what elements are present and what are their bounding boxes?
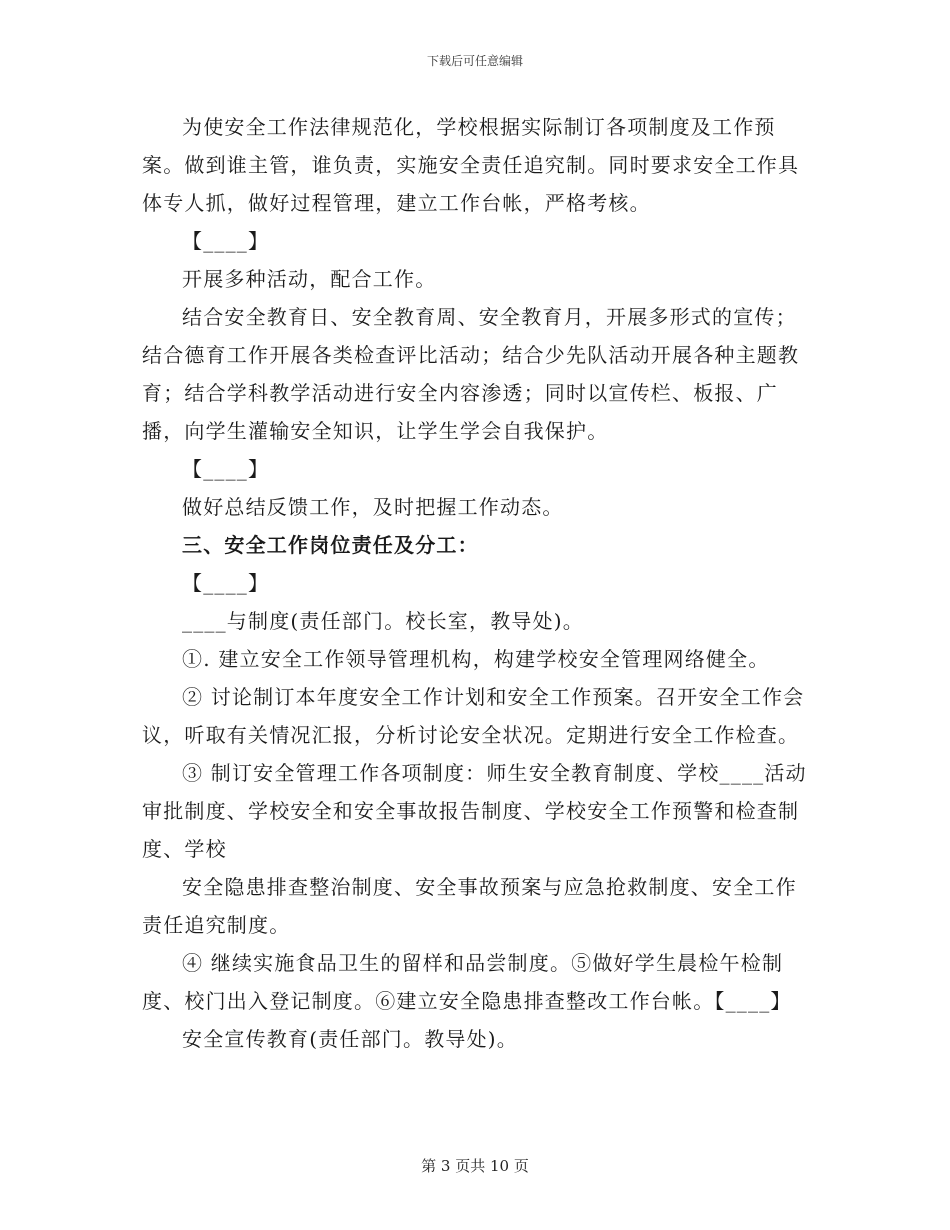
list-item-4-6: ④ 继续实施食品卫生的留样和品尝制度。⑤做好学生晨检午检制度、校门出入登记制度。⑥建立安全隐患排查整改工作台帐。【____】 (142, 951, 792, 1013)
list-item-2: ② 讨论制订本年度安全工作计划和安全工作预案。召开安全工作会议，听取有关情况汇报，分析讨论安全状况。定期进行安全工作检查。 (142, 685, 805, 747)
paragraph-rules: 为使安全工作法律规范化，学校根据实际制订各项制度及工作预案。做到谁主管，谁负责，实施安全责任追究制。同时要求安全工作具体专人抓，做好过程管理，建立工作台帐，严格考核。 (142, 115, 800, 215)
document-body (142, 108, 807, 1058)
paragraph-education: 结合安全教育日、安全教育周、安全教育月，开展多形式的宣传；结合德育工作开展各类检查评比活动；结合少先队活动开展各种主题教育；结合学科教学活动进行安全内容渗透；同时以宣传栏、板报、广播，向学生灌输安全知识，让学生学会自我保护。 (142, 305, 800, 443)
paragraph-system: ____与制度(责任部门。校长室，教导处)。 (182, 609, 585, 633)
paragraph-activities: 开展多种活动，配合工作。 (182, 267, 437, 291)
blank-heading-1: 【____】 (182, 229, 270, 253)
paragraph-feedback: 做好总结反馈工作，及时把握工作动态。 (182, 495, 564, 519)
section-heading-3: 三、安全工作岗位责任及分工： (182, 533, 479, 557)
page-header: 下载后可任意编辑 (426, 54, 523, 68)
page-footer: 第 3 页共 10 页 (421, 1157, 529, 1175)
list-item-3: ③ 制订安全管理工作各项制度：师生安全教育制度、学校____活动审批制度、学校安全和安全事故报告制度、学校安全工作预警和检查制度、学校 (142, 761, 807, 861)
paragraph-publicity: 安全宣传教育(责任部门。教导处)。 (182, 1027, 519, 1051)
list-item-3-continued: 安全隐患排查整治制度、安全事故预案与应急抢救制度、安全工作责任追究制度。 (142, 875, 797, 937)
blank-heading-3: 【____】 (182, 571, 270, 595)
list-item-1: ①. 建立安全工作领导管理机构，构建学校安全管理网络健全。 (182, 647, 770, 671)
blank-heading-2: 【____】 (182, 457, 270, 481)
